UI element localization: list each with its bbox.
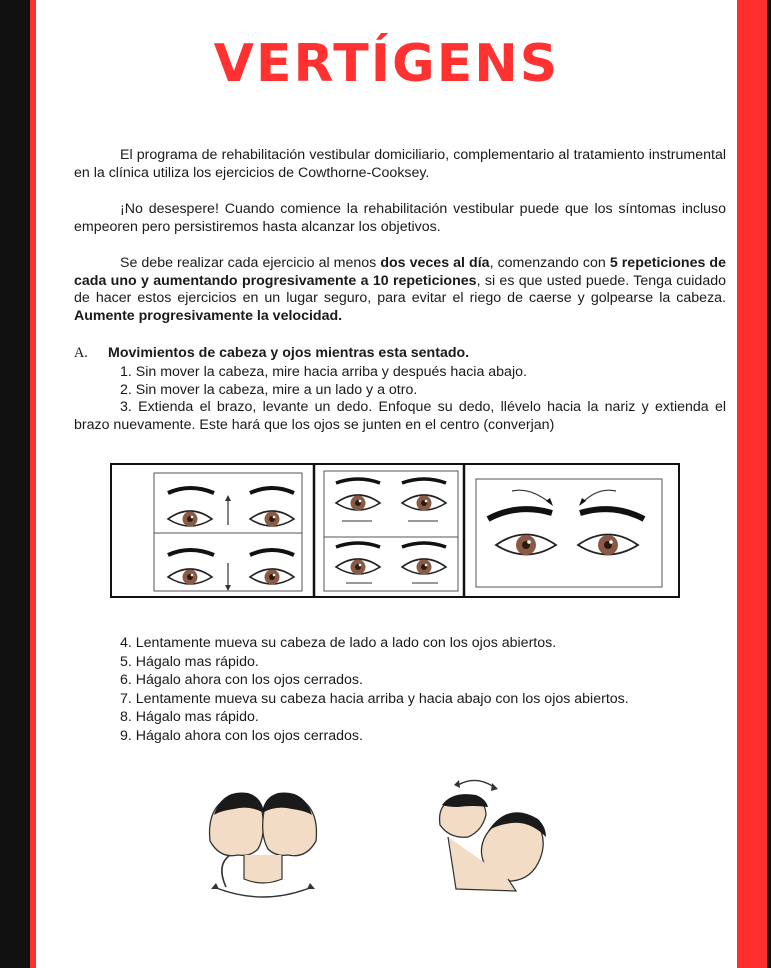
page-title: VERTÍGENS: [213, 34, 560, 94]
step-item: 2. Sin mover la cabeza, mire a un lado y a otro.: [120, 381, 418, 398]
exercise-list-continued: [120, 634, 629, 746]
p3-text-c: , comenzando con: [489, 255, 610, 271]
section-heading-text: Movimientos de cabeza y ojos mientras esta sentado.: [108, 345, 470, 361]
p3-bold-frequency: dos veces al día: [380, 255, 490, 271]
right-dark-edge: [767, 0, 771, 968]
p3-bold-repetitions: 5 repeticiones de cada uno y aumentando progresivamente a 10 repeticiones: [74, 255, 726, 289]
list-item: 5. Hágalo mas rápido.: [120, 653, 259, 670]
section-letter: A.: [74, 345, 88, 361]
section-a-steps: [74, 364, 726, 434]
side-to-side-head-figure: [210, 792, 317, 897]
p3-bold-speed: Aumente progresivamente la velocidad.: [74, 307, 343, 324]
head-movements-illustration: [186, 775, 546, 905]
step-item: 3. Extienda el brazo, levante un dedo. Enfoque su dedo, llévelo hacia la nariz y extienda el brazo nuevamente. Este hará que los ojos se junten en el centro (converjan): [74, 399, 726, 433]
intro-paragraph-1: El programa de rehabilitación vestibular domiciliario, complementario al tratamiento instrumental en la clínica utiliza los ejercicios de Cowthorne-Cooksey.: [74, 147, 726, 181]
intro-paragraph-3: [74, 255, 726, 325]
p3-text-a: Se debe realizar cada ejercicio al menos: [120, 255, 381, 271]
intro-paragraph-2: ¡No desespere! Cuando comience la rehabilitación vestibular puede que los síntomas incluso empeoren pero persistiremos hasta alcanzar los objetivos.: [74, 201, 726, 235]
document-page: [36, 0, 737, 968]
list-item: 4. Lentamente mueva su cabeza de lado a lado con los ojos abiertos.: [120, 635, 557, 651]
step-item: 1. Sin mover la cabeza, mire hacia arriba y después hacia abajo.: [120, 364, 527, 380]
left-dark-edge: [0, 0, 30, 968]
p3-text-e: , si es que usted puede. Tenga cuidado de hacer estos ejercicios en un lugar seguro, para evitar el riego de caerse y golpearse la cabeza.: [74, 272, 726, 306]
list-item: 6. Hágalo ahora con los ojos cerrados.: [120, 672, 363, 689]
section-a-heading: [74, 345, 469, 362]
eye-exercises-figure: [110, 463, 680, 598]
list-item: 8. Hágalo mas rápido.: [120, 709, 259, 726]
list-item: 7. Lentamente mueva su cabeza hacia arriba y hacia abajo con los ojos abiertos.: [120, 690, 629, 707]
up-and-down-head-figure: [440, 780, 546, 891]
list-item: 9. Hágalo ahora con los ojos cerrados.: [120, 727, 363, 744]
